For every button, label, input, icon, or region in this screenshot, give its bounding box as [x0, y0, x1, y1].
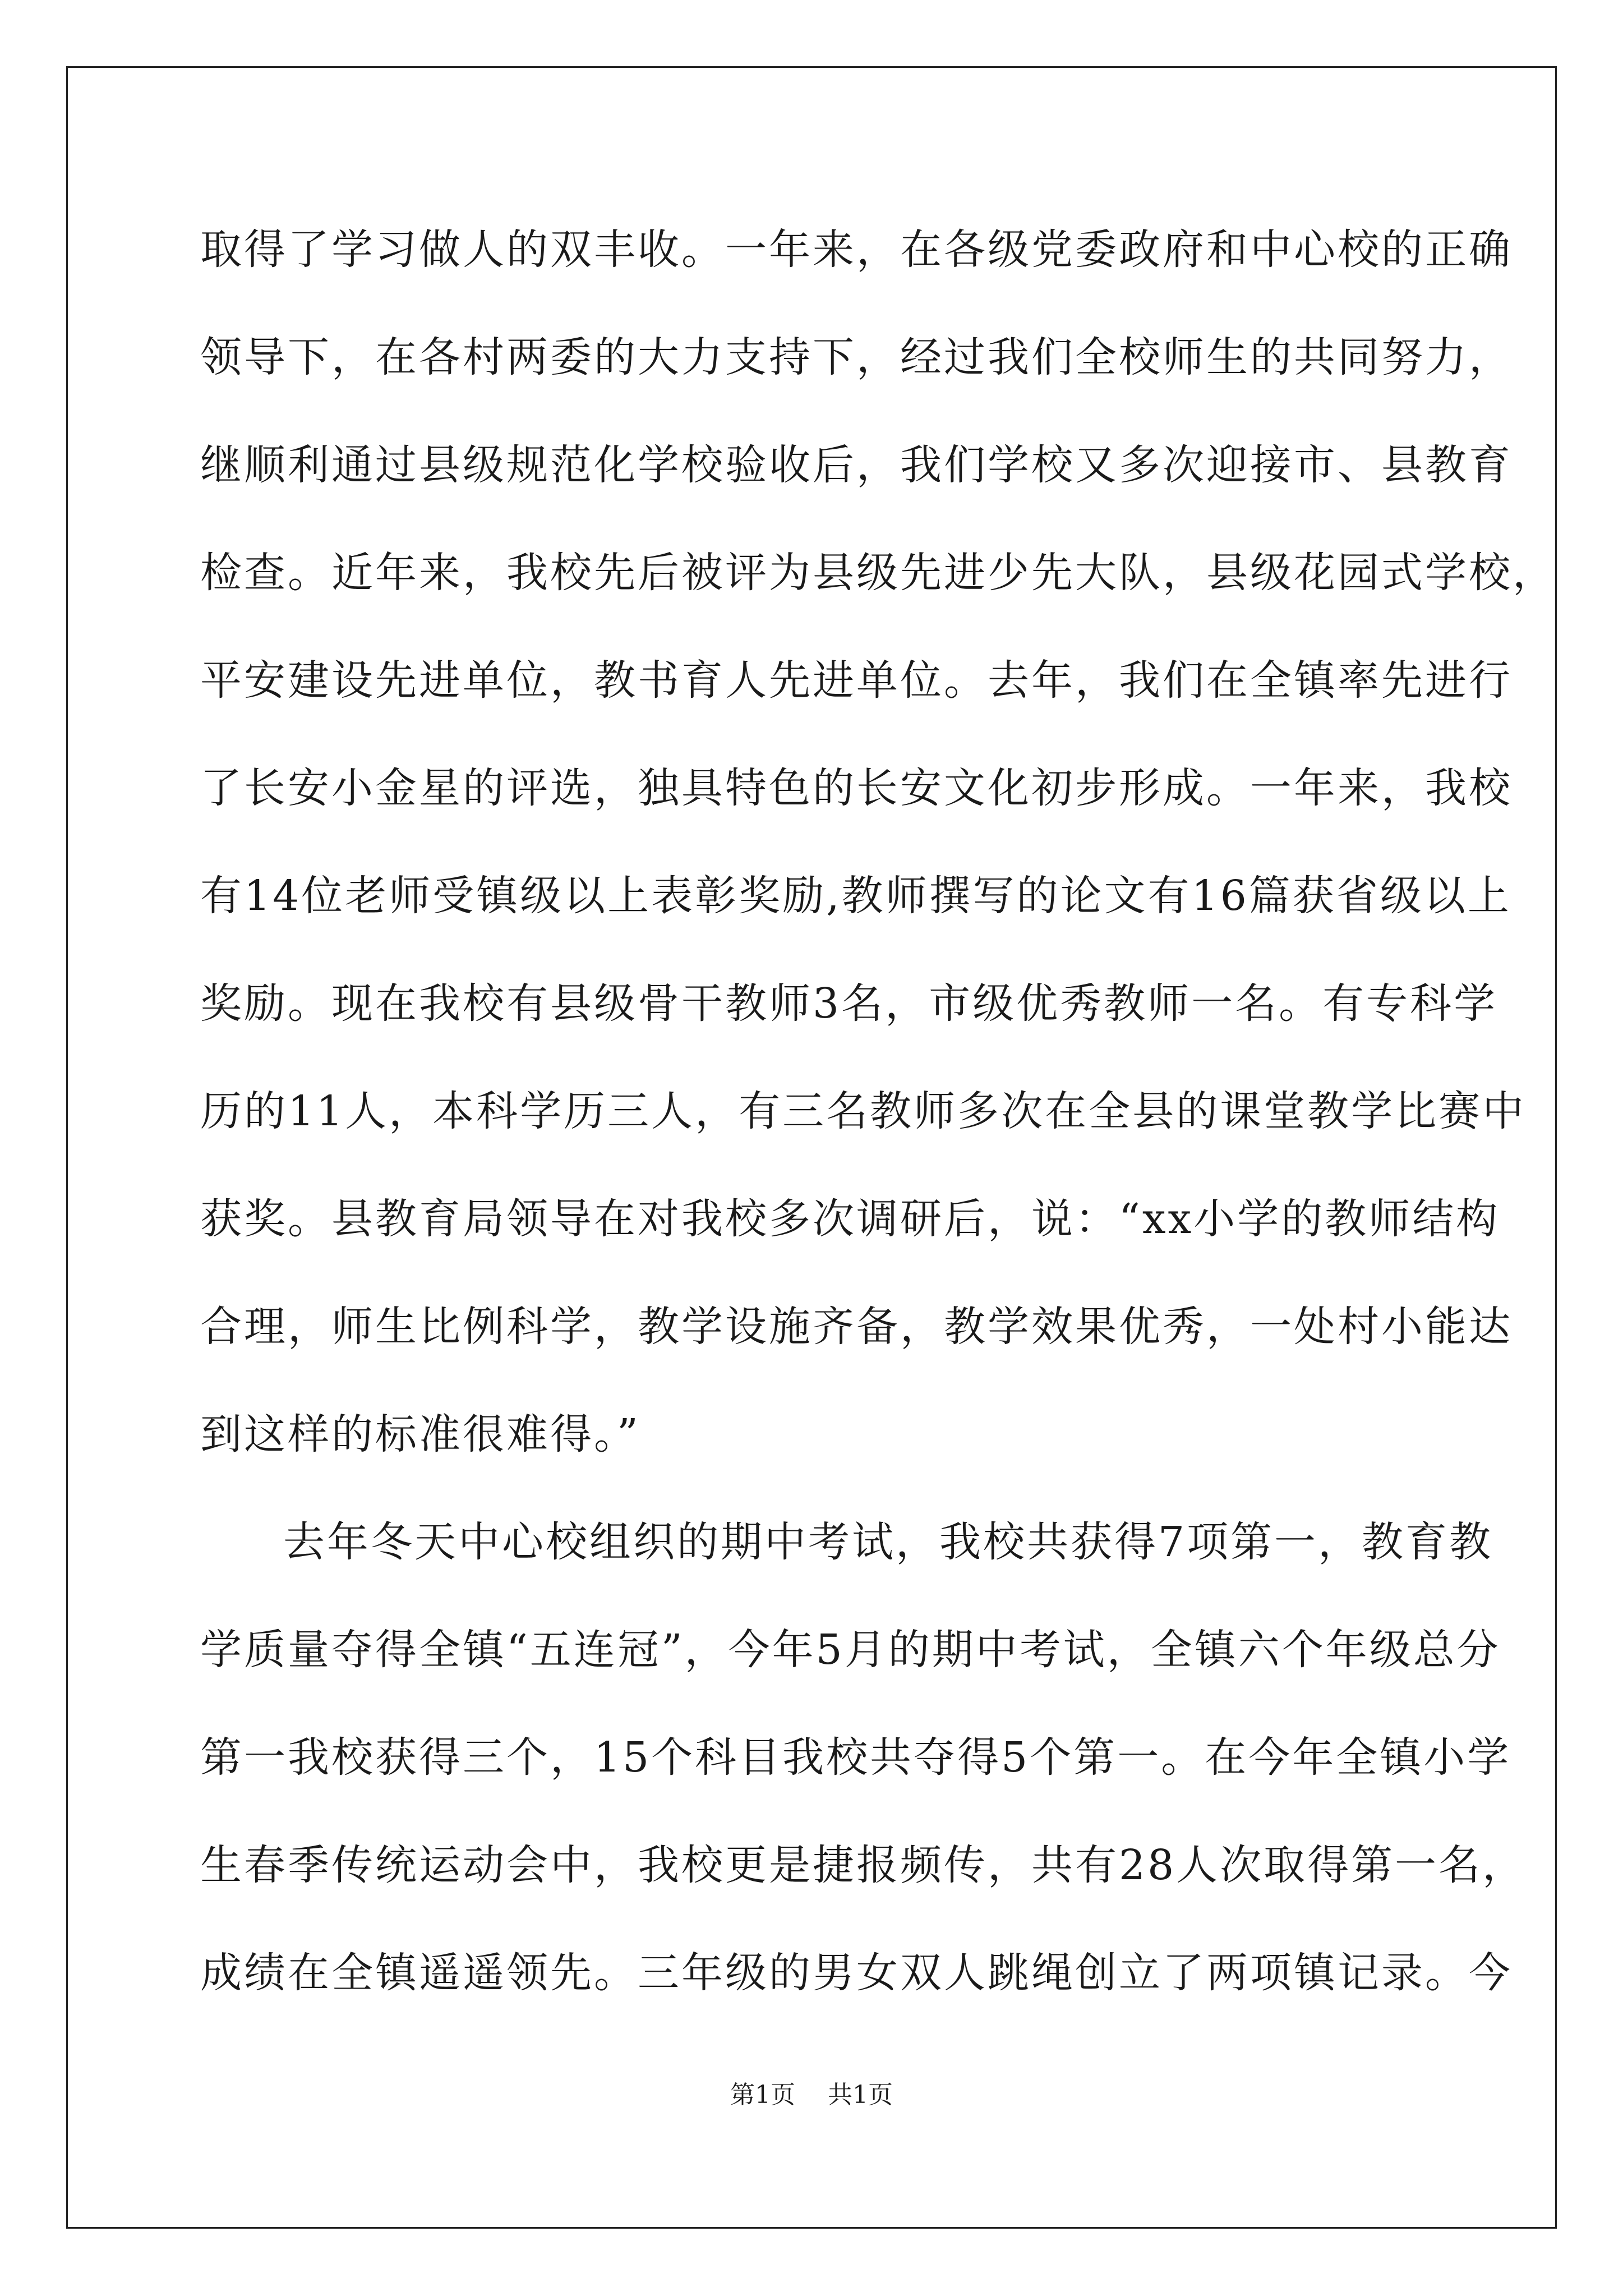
text-line: 合理，师生比例科学，教学设施齐备，教学效果优秀，一处村小能达 [200, 1303, 1513, 1351]
text-line: 领导下，在各村两委的大力支持下，经过我们全校师生的共同努力， [200, 333, 1513, 381]
text-line: 到这样的标准很难得。” [200, 1410, 640, 1458]
paragraph-first-line: 去年冬天中心校组织的期中考试，我校共获得7项第一，教育教 [283, 1518, 1493, 1566]
text-line: 检查。近年来，我校先后被评为县级先进少先大队，县级花园式学校， [200, 549, 1556, 597]
text-line: 有14位老师受镇级以上表彰奖励,教师撰写的论文有16篇获省级以上 [200, 872, 1511, 920]
text-line: 平安建设先进单位，教书育人先进单位。去年，我们在全镇率先进行 [200, 656, 1513, 705]
page-number: 第1页 [730, 2081, 795, 2109]
text-line: 成绩在全镇遥遥领先。三年级的男女双人跳绳创立了两项镇记录。今 [200, 1949, 1513, 1997]
page-footer [0, 2078, 1623, 2112]
page-total: 共1页 [828, 2081, 893, 2109]
text-line: 第一我校获得三个，15个科目我校共夺得5个第一。在今年全镇小学 [200, 1733, 1511, 1782]
text-line: 获奖。县教育局领导在对我校多次调研后，说：“xx小学的教师结构 [200, 1195, 1500, 1243]
text-line: 历的11人，本科学历三人，有三名教师多次在全县的课堂教学比赛中 [200, 1087, 1527, 1135]
text-line: 继顺利通过县级规范化学校验收后，我们学校又多次迎接市、县教育 [200, 441, 1513, 489]
text-line: 学质量夺得全镇“五连冠”，今年5月的期中考试，全镇六个年级总分 [200, 1626, 1501, 1674]
text-line: 奖励。现在我校有县级骨干教师3名，市级优秀教师一名。有专科学 [200, 979, 1498, 1028]
text-line: 生春季传统运动会中，我校更是捷报频传，共有28人次取得第一名， [200, 1841, 1527, 1889]
text-line: 了长安小金星的评选，独具特色的长安文化初步形成。一年来，我校 [200, 764, 1513, 812]
text-line: 取得了学习做人的双丰收。一年来，在各级党委政府和中心校的正确 [200, 226, 1513, 274]
body-text [200, 216, 1556, 2047]
